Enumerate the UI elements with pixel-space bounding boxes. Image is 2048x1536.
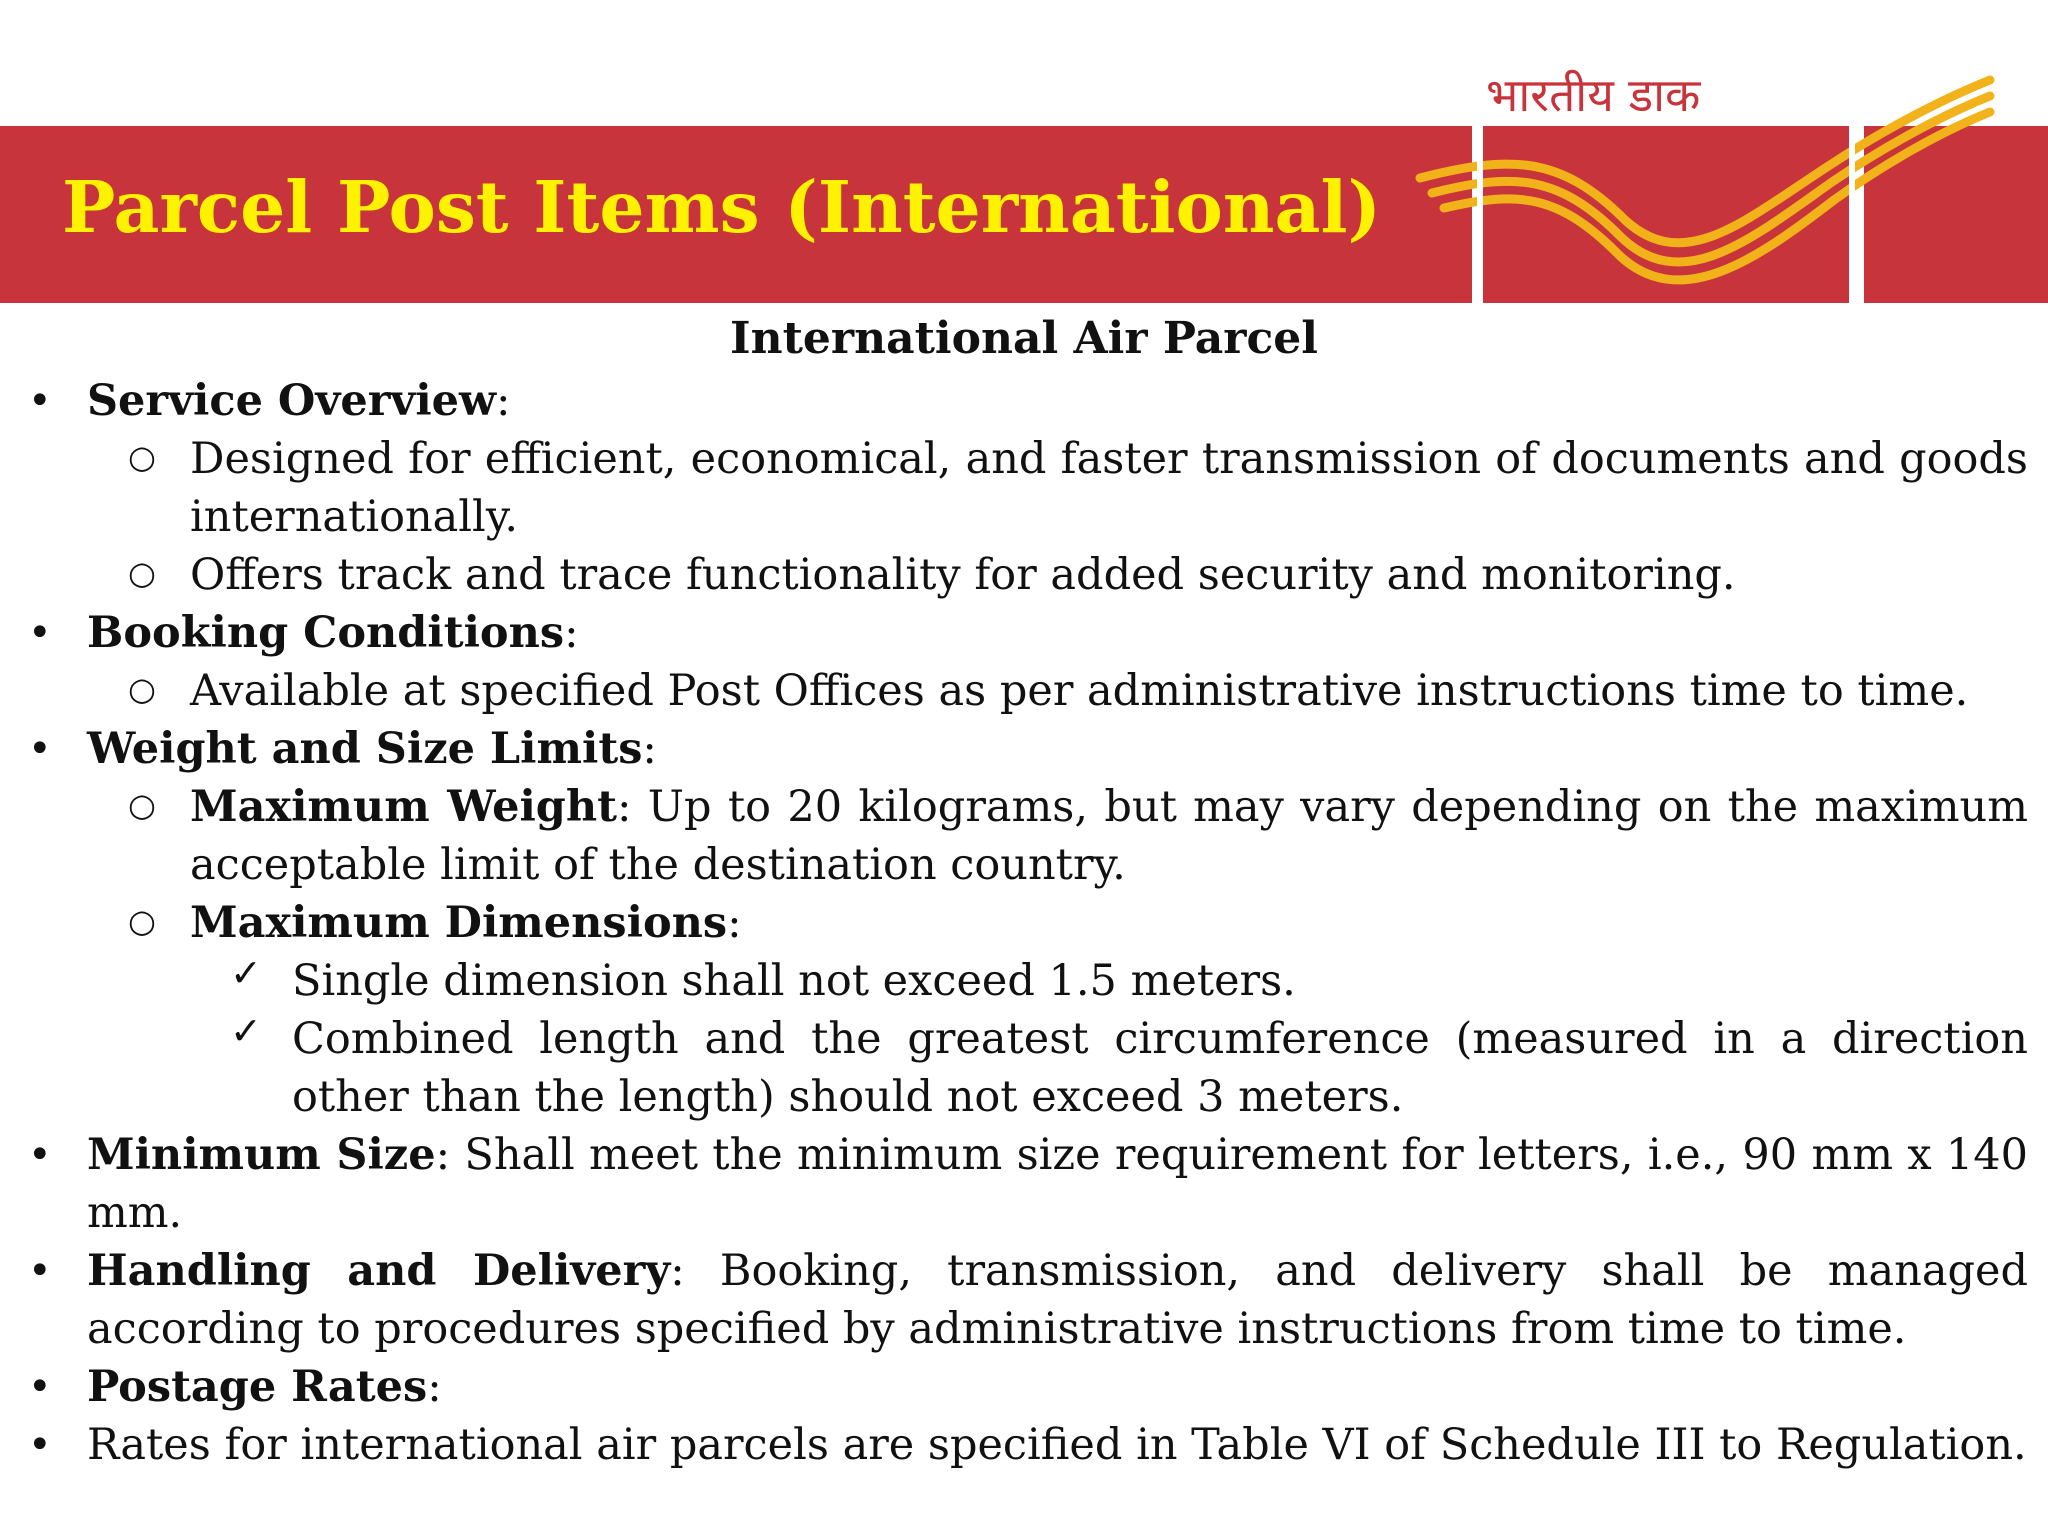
item-label: Handling and Delivery <box>87 1246 671 1296</box>
list-item-max-dimensions: ○ Maximum Dimensions: <box>0 894 2048 952</box>
bullet-icon: • <box>28 1132 52 1178</box>
item-text: Available at specified Post Offices as per administrative instructions time to time. <box>190 666 1969 716</box>
item-text: : Booking, transmission, and delivery shall be managed according to procedures specified by administrative instructions from time to time. <box>87 1246 2028 1354</box>
list-item-service-overview: • Service Overview: <box>0 372 2048 430</box>
item-label: Minimum Size <box>87 1130 436 1180</box>
item-text: Offers track and trace functionality for added security and monitoring. <box>190 550 1736 600</box>
item-heading: Weight and Size Limits <box>87 724 643 774</box>
circle-bullet-icon: ○ <box>128 786 156 824</box>
bullet-icon: • <box>28 1364 52 1410</box>
list-item <box>0 430 2048 546</box>
item-text: : Up to 20 kilograms, but may vary depending on the maximum acceptable limit of the destination country. <box>190 782 2028 890</box>
item-label: Maximum Dimensions <box>190 898 728 948</box>
list-item <box>0 546 2048 604</box>
list-item <box>0 662 2048 720</box>
list-item <box>0 952 2048 1010</box>
content-body <box>0 372 2048 1474</box>
bullet-icon: • <box>28 378 52 424</box>
circle-bullet-icon: ○ <box>128 902 156 940</box>
item-heading: Postage Rates <box>87 1362 428 1412</box>
india-post-logo-icon <box>1400 60 2000 310</box>
item-text: Single dimension shall not exceed 1.5 meters. <box>292 956 1296 1006</box>
list-item <box>0 1010 2048 1126</box>
checkmark-icon: ✓ <box>230 1009 262 1053</box>
list-item-weight-size: • Weight and Size Limits: <box>0 720 2048 778</box>
item-text: Rates for international air parcels are specified in Table VI of Schedule III to Regulation. <box>87 1420 2027 1470</box>
bullet-icon: • <box>28 1422 52 1468</box>
page-title: Parcel Post Items (International) <box>62 165 1382 249</box>
logo-hindi-text: भारतीय डाक <box>1486 68 1701 122</box>
item-heading: Booking Conditions <box>87 608 565 658</box>
circle-bullet-icon: ○ <box>128 670 156 708</box>
bullet-icon: • <box>28 610 52 656</box>
circle-bullet-icon: ○ <box>128 554 156 592</box>
list-item-max-weight <box>0 778 2048 894</box>
bullet-icon: • <box>28 1248 52 1294</box>
item-heading: Service Overview <box>87 376 497 426</box>
section-subtitle: International Air Parcel <box>730 313 1318 364</box>
list-item-postage-rates: • Postage Rates: <box>0 1358 2048 1416</box>
checkmark-icon: ✓ <box>230 951 262 995</box>
item-label: Maximum Weight <box>190 782 617 832</box>
item-text: Combined length and the greatest circumference (measured in a direction other than the length) should not exceed 3 meters. <box>292 1014 2028 1122</box>
item-text: Designed for efficient, economical, and faster transmission of documents and goods internationally. <box>190 434 2028 542</box>
list-item-handling <box>0 1242 2048 1358</box>
bullet-icon: • <box>28 726 52 772</box>
item-text: : Shall meet the minimum size requirement for letters, i.e., 90 mm x 140 mm. <box>87 1130 2028 1238</box>
list-item-booking-conditions: • Booking Conditions: <box>0 604 2048 662</box>
circle-bullet-icon: ○ <box>128 438 156 476</box>
list-item-rates <box>0 1416 2048 1474</box>
list-item-minimum-size <box>0 1126 2048 1242</box>
